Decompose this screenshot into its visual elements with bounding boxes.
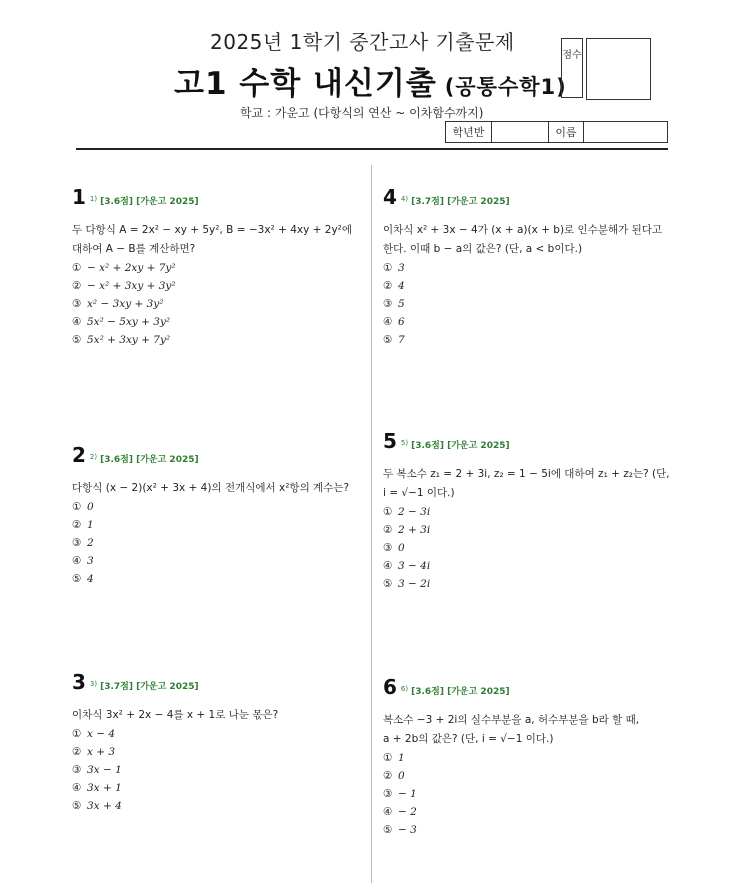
question-number: 2 (72, 443, 86, 467)
answer-option[interactable] (383, 331, 683, 349)
answer-option[interactable] (72, 725, 372, 743)
option-text: 0 (398, 770, 405, 782)
option-text: 3 (398, 262, 405, 274)
option-marker: ② (383, 280, 393, 292)
option-marker: ② (72, 746, 82, 758)
option-marker: ③ (383, 542, 393, 554)
question-footnote-mark: 6) (400, 685, 409, 693)
question-footnote-mark: 3) (89, 680, 98, 688)
option-text: x − 4 (87, 728, 116, 740)
option-text: 4 (398, 280, 405, 292)
option-marker: ④ (383, 806, 393, 818)
answer-option[interactable] (72, 277, 372, 295)
question-number: 1 (72, 185, 86, 209)
answer-option[interactable] (383, 749, 683, 767)
option-marker: ④ (383, 560, 393, 572)
option-marker: ⑤ (72, 800, 82, 812)
option-text: 3 (87, 555, 94, 567)
question-header (383, 429, 683, 455)
question-tag: [3.7점] [가운고 2025] (100, 682, 199, 692)
option-text: 3x + 4 (87, 800, 122, 812)
option-text: 3x − 1 (87, 764, 122, 776)
question-number: 3 (72, 670, 86, 694)
answer-option[interactable] (72, 516, 372, 534)
option-marker: ③ (383, 298, 393, 310)
score-label: 점수 (561, 38, 583, 98)
question-footnote-mark: 1) (89, 195, 98, 203)
option-text: − 3 (398, 824, 417, 836)
question-text: 이차식 x² + 3x − 4가 (x + a)(x + b)로 인수분해가 된다고 (383, 224, 663, 236)
option-text: 5x² + 3xy + 7y² (87, 334, 171, 346)
option-text: x + 3 (87, 746, 116, 758)
question-text: a + 2b의 값은? (단, i = √−1 이다.) (383, 733, 554, 745)
option-text: 0 (87, 501, 94, 513)
question-tag: [3.6점] [가운고 2025] (100, 197, 199, 207)
question-number: 6 (383, 675, 397, 699)
answer-option[interactable] (72, 797, 372, 815)
class-field[interactable] (492, 122, 549, 142)
answer-option[interactable] (72, 570, 372, 588)
question-6 (383, 675, 683, 839)
option-marker: ③ (72, 764, 82, 776)
option-marker: ⑤ (383, 824, 393, 836)
option-text: − x² + 3xy + 3y² (87, 280, 176, 292)
option-marker: ① (72, 728, 82, 740)
exam-title-main: 고1 수학 내신기출 (174, 66, 437, 102)
option-marker: ⑤ (72, 334, 82, 346)
answer-option[interactable] (72, 259, 372, 277)
option-marker: ① (383, 752, 393, 764)
question-1 (72, 185, 372, 349)
answer-option[interactable] (383, 295, 683, 313)
question-2 (72, 443, 372, 588)
answer-option[interactable] (383, 539, 683, 557)
question-text: i = √−1 이다.) (383, 487, 455, 499)
question-5 (383, 429, 683, 593)
option-marker: ⑤ (72, 573, 82, 585)
option-text: 1 (87, 519, 94, 531)
question-text: 두 다항식 A = 2x² − xy + 5y², B = −3x² + 4xy + 2y²에 (72, 224, 353, 236)
question-tag: [3.6점] [가운고 2025] (411, 441, 510, 451)
option-marker: ② (383, 524, 393, 536)
answer-option[interactable] (383, 821, 683, 839)
question-footnote-mark: 4) (400, 195, 409, 203)
name-label: 이름 (549, 122, 584, 142)
answer-option[interactable] (72, 331, 372, 349)
option-text: 2 + 3i (398, 524, 431, 536)
answer-option[interactable] (383, 575, 683, 593)
score-box (586, 38, 651, 100)
question-header (383, 185, 683, 211)
option-marker: ⑤ (383, 578, 393, 590)
option-marker: ④ (383, 316, 393, 328)
question-tag: [3.6점] [가운고 2025] (411, 687, 510, 697)
answer-option[interactable] (72, 761, 372, 779)
answer-option[interactable] (72, 498, 372, 516)
answer-option[interactable] (72, 743, 372, 761)
answer-option[interactable] (383, 313, 683, 331)
option-marker: ④ (72, 555, 82, 567)
option-text: 3 − 4i (398, 560, 431, 572)
question-footnote-mark: 5) (400, 439, 409, 447)
student-info-table (445, 121, 668, 143)
option-marker: ④ (72, 316, 82, 328)
answer-option[interactable] (72, 313, 372, 331)
question-text: 대하여 A − B를 계산하면? (72, 243, 196, 255)
option-text: − x² + 2xy + 7y² (87, 262, 176, 274)
option-text: 0 (398, 542, 405, 554)
answer-option[interactable] (383, 803, 683, 821)
option-marker: ① (72, 501, 82, 513)
answer-option[interactable] (383, 767, 683, 785)
question-tag: [3.7점] [가운고 2025] (411, 197, 510, 207)
option-marker: ③ (383, 788, 393, 800)
answer-option[interactable] (72, 779, 372, 797)
option-marker: ③ (72, 298, 82, 310)
option-text: 6 (398, 316, 405, 328)
answer-option[interactable] (72, 534, 372, 552)
option-marker: ① (383, 506, 393, 518)
option-text: − 2 (398, 806, 417, 818)
option-marker: ① (383, 262, 393, 274)
answer-option[interactable] (72, 552, 372, 570)
question-footnote-mark: 2) (89, 453, 98, 461)
exam-header (0, 0, 743, 150)
name-field[interactable] (584, 122, 667, 142)
question-text: 한다. 이때 b − a의 값은? (단, a < b이다.) (383, 243, 583, 255)
question-tag: [3.6점] [가운고 2025] (100, 455, 199, 465)
option-text: 3x + 1 (87, 782, 122, 794)
answer-option[interactable] (383, 277, 683, 295)
option-text: 1 (398, 752, 405, 764)
header-rule (76, 148, 668, 150)
option-marker: ② (383, 770, 393, 782)
option-marker: ⑤ (383, 334, 393, 346)
school-line: 학교 : 가운고 (다항식의 연산 ~ 이차함수까지) (240, 106, 484, 120)
option-text: 4 (87, 573, 94, 585)
exam-title (174, 58, 567, 103)
option-text: − 1 (398, 788, 417, 800)
option-marker: ② (72, 280, 82, 292)
option-text: 5x² − 5xy + 3y² (87, 316, 171, 328)
option-text: 2 − 3i (398, 506, 431, 518)
question-number: 4 (383, 185, 397, 209)
option-text: 7 (398, 334, 405, 346)
answer-option[interactable] (383, 785, 683, 803)
question-text: 다항식 (x − 2)(x² + 3x + 4)의 전개식에서 x²항의 계수는? (72, 482, 350, 494)
option-text: x² − 3xy + 3y² (87, 298, 164, 310)
answer-option[interactable] (72, 295, 372, 313)
option-marker: ④ (72, 782, 82, 794)
option-text: 2 (87, 537, 94, 549)
class-label: 학년반 (446, 122, 492, 142)
question-header (72, 670, 372, 696)
answer-option[interactable] (383, 503, 683, 521)
question-text: 복소수 −3 + 2i의 실수부분을 a, 허수부분을 b라 할 때, (383, 714, 640, 726)
exam-subtitle: 2025년 1학기 중간고사 기출문제 (210, 30, 515, 54)
question-3 (72, 670, 372, 815)
option-text: 3 − 2i (398, 578, 431, 590)
question-4 (383, 185, 683, 349)
exam-title-paren: (공통수학1) (444, 75, 567, 99)
question-header (72, 185, 372, 211)
answer-option[interactable] (383, 521, 683, 539)
answer-option[interactable] (383, 557, 683, 575)
option-marker: ② (72, 519, 82, 531)
question-text: 두 복소수 z₁ = 2 + 3i, z₂ = 1 − 5i에 대하여 z₁ + z₂는? (단, (383, 468, 670, 480)
option-marker: ③ (72, 537, 82, 549)
question-number: 5 (383, 429, 397, 453)
question-header (383, 675, 683, 701)
option-text: 5 (398, 298, 405, 310)
option-marker: ① (72, 262, 82, 274)
question-header (72, 443, 372, 469)
question-text: 이차식 3x² + 2x − 4를 x + 1로 나눈 몫은? (72, 709, 279, 721)
answer-option[interactable] (383, 259, 683, 277)
